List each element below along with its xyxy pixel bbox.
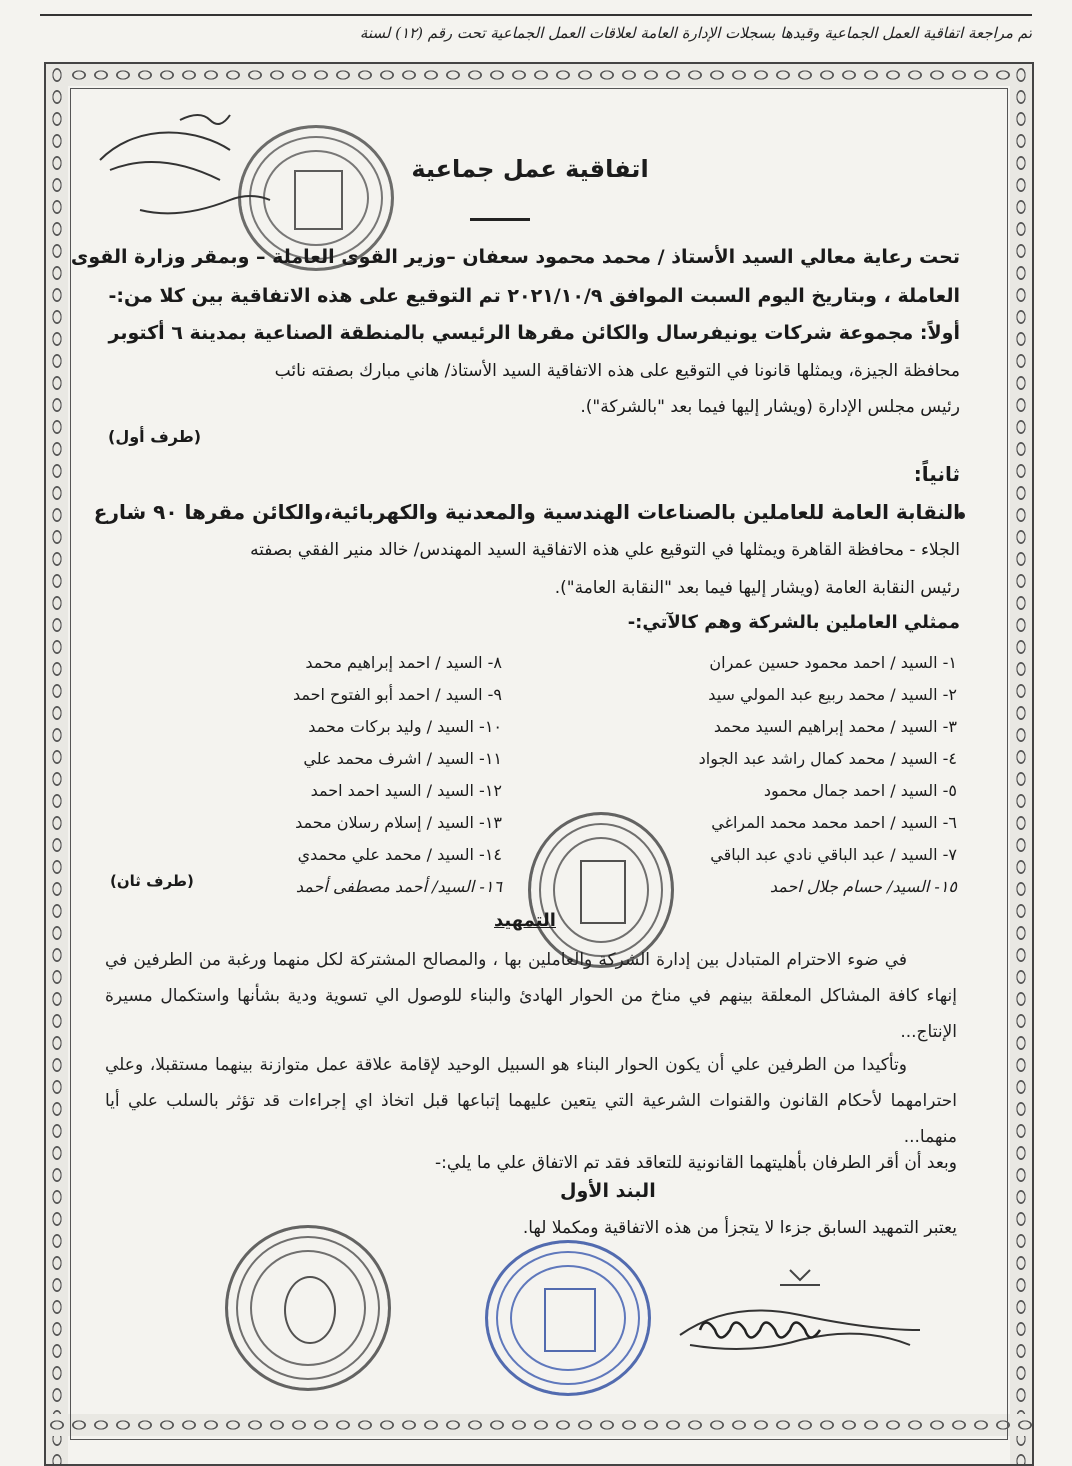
preamble-paragraph-2: وتأكيدا من الطرفين علي أن يكون الحوار البناء هو السبيل الوحيد لإقامة علاقة عمل متوازنة بينهما مستقبلا، وعلي احترامهما لأحكام القانون والقنوات الشرعية التي يتعين عليهما إتباعها قبل اتخاذ اي إجراءات قد تؤثر بالسلب علي أيا منهما... [105,1055,957,1147]
reps-list-right [699,647,957,903]
first-party-line-1: أولاً: مجموعة شركات يونيفرسال والكائن مقرها الرئيسي بالمنطقة الصناعية بمدينة ٦ أكتوبر [108,322,960,344]
list-item: ٦- السيد / احمد محمد محمد المراغي [711,813,957,832]
handwritten-signature [80,100,290,230]
second-party-line-2: الجلاء - محافظة القاهرة ويمثلها في التوقيع علي هذه الاتفاقية السيد المهندس/ خالد منير الفقي بصفته [250,540,960,560]
reps-list-left [293,647,502,903]
second-party-line-1: النقابة العامة للعاملين بالصناعات الهندسية والمعدنية والكهربائية،والكائن مقرها ٩٠ شارع [93,500,960,524]
border-band-left [46,64,68,1464]
blue-stamp-seal [485,1240,651,1396]
second-party-line-3: رئيس النقابة العامة (ويشار إليها فيما بعد "النقابة العامة"). [554,578,960,598]
list-item: ١- السيد / احمد محمود حسين عمران [709,653,957,672]
title-underline [470,218,530,221]
intro-line-1: تحت رعاية معالي السيد الأستاذ / محمد محمود سعفان –وزير القوى العاملة – وبمقر وزارة القوى [70,246,960,268]
list-item: ٩- السيد / احمد أبو الفتوح احمد [292,685,502,704]
list-item: ١٤- السيد / محمد علي محمدي [297,845,502,864]
ministry-stamp-seal [225,1225,391,1391]
first-party-line-3: رئيس مجلس الإدارة (ويشار إليها فيما بعد "بالشركة"). [580,397,960,417]
preamble-paragraph-1: في ضوء الاحترام المتبادل بين إدارة الشركة والعاملين بها ، والمصالح المشتركة لكل منهما ورغبة من الطرفين في إنهاء كافة المشاكل المعلقة بينهم في مناخ من الحوار الهادئ والبناء للوصول الي تسوية ودية بشأنها واستكمال مسيرة الإنتاج... [105,950,957,1042]
list-item: ٨- السيد / احمد إبراهيم محمد [305,653,502,672]
list-item: ٤- السيد / محمد كمال راشد عبد الجواد [698,749,957,768]
preamble-heading: التمهيد [494,910,556,931]
list-item: ١١- السيد / اشرف محمد علي [303,749,502,768]
border-band-right [1010,64,1032,1464]
handwritten-registration-note: تم مراجعة اتفاقية العمل الجماعية وقيدها بسجلات الإدارة العامة لعلاقات العمل الجماعية تحت رقم (١٢) لسنة [40,14,1032,52]
clause-1-heading: البند الأول [560,1180,656,1202]
preamble-paragraph-3: وبعد أن أقر الطرفان بأهليتهما القانونية للتعاقد فقد تم الاتفاق علي ما يلي:- [435,1153,957,1173]
list-item: ٣- السيد / محمد إبراهيم السيد محمد [713,717,957,736]
second-party-heading: ثانياً: [913,462,960,486]
list-item: ٢- السيد / محمد ربيع عبد المولي سيد [708,685,957,704]
reps-heading: ممثلي العاملين بالشركة وهم كالآتي:- [627,612,960,633]
list-item: ١٥- السيد/ حسام جلال احمد [769,877,957,896]
first-party-line-2: محافظة الجيزة، ويمثلها قانونا في التوقيع على هذه الاتفاقية السيد الأستاذ/ هاني مبارك بصفته نائب [274,361,960,381]
list-item: ١٢- السيد / السيد احمد احمد [310,781,502,800]
first-party-tag: (طرف أول) [108,427,202,446]
list-item: ٧- السيد / عبد الباقي نادي عبد الباقي [710,845,957,864]
list-item: ١٦- السيد/ أحمد مصطفى أحمد [295,877,502,896]
clause-1-text: يعتبر التمهيد السابق جزءا لا يتجزأ من هذه الاتفاقية ومكملا لها. [522,1218,957,1238]
list-item: ١٠- السيد / وليد بركات محمد [308,717,502,736]
list-item: ١٣- السيد / إسلام رسلان محمد [295,813,502,832]
company-signature-stamp [670,1260,930,1380]
border-band-top [46,64,1032,86]
list-item: ٥- السيد / احمد جمال محمود [763,781,957,800]
document-title: اتفاقية عمل جماعية [411,155,649,183]
second-party-tag: (طرف ثان) [110,872,194,890]
intro-line-2: العاملة ، وبتاريخ اليوم السبت الموافق ٢٠٢١/١٠/٩ تم التوقيع على هذه الاتفاقية بين كلا من:- [108,285,960,307]
